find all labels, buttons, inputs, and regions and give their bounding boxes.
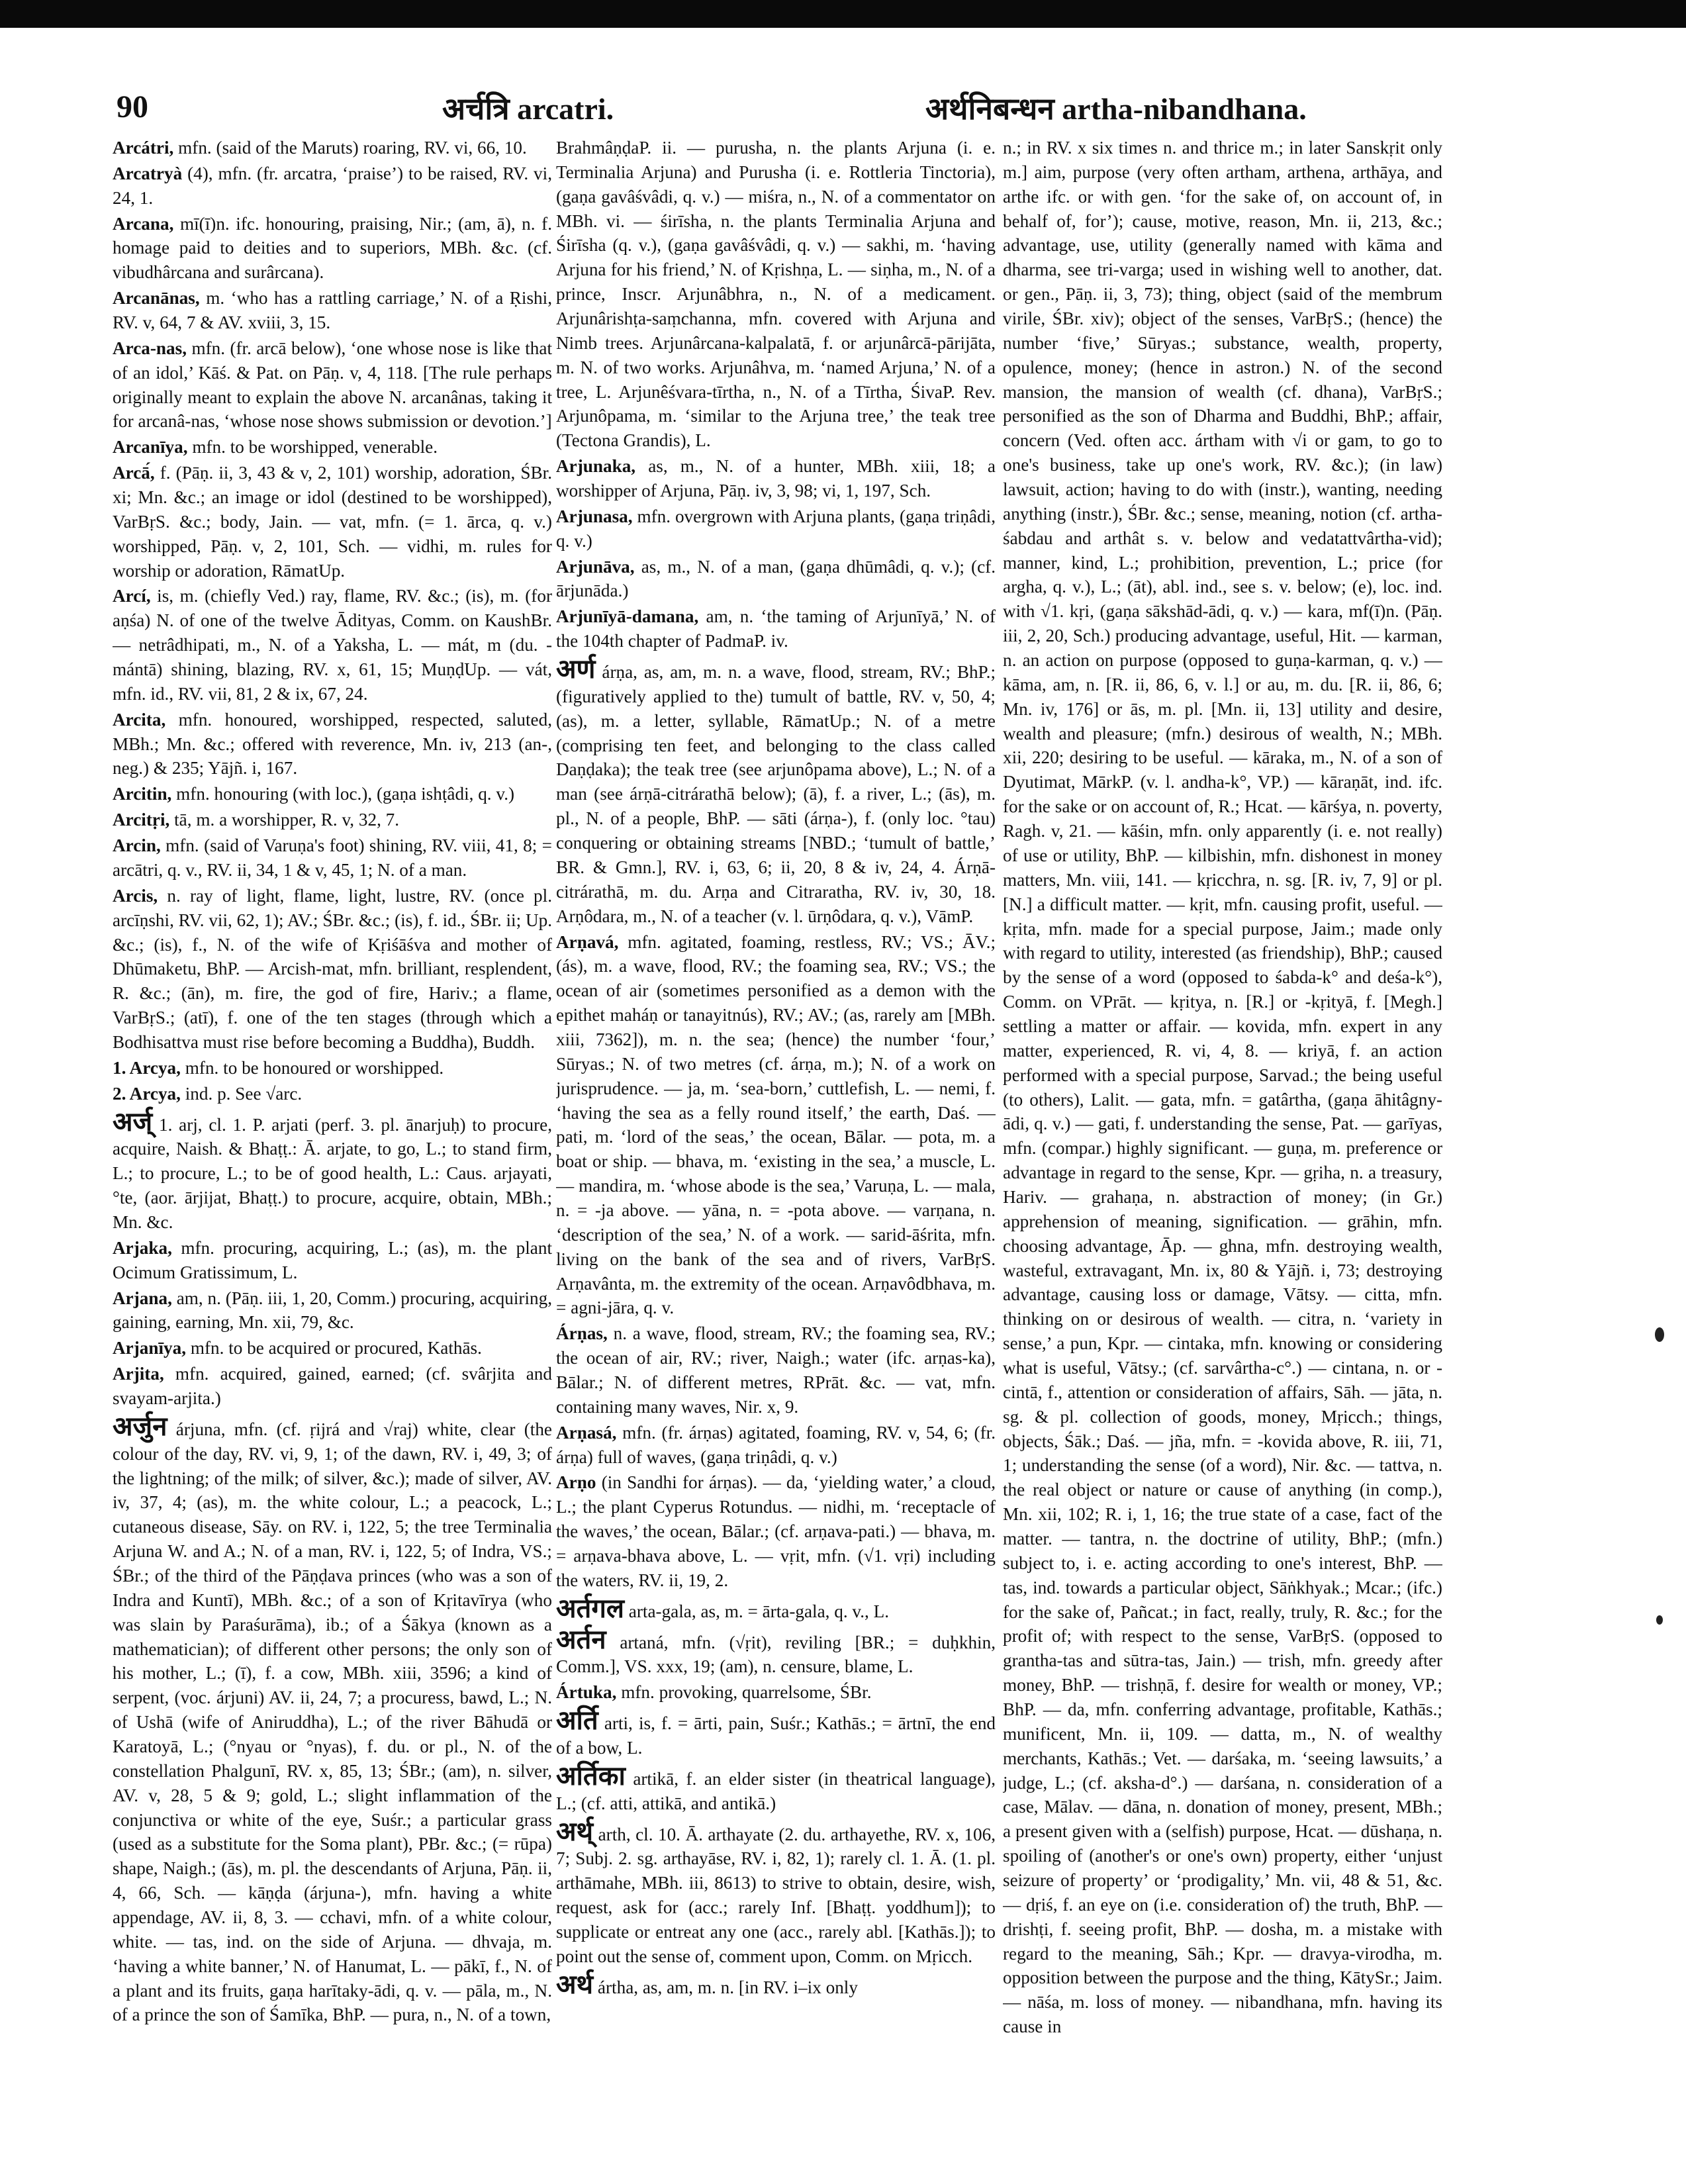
dictionary-entry — [556, 1421, 996, 1470]
running-head-right: अर्थनिबन्धन artha-nibandhana. — [925, 92, 1307, 126]
entry-headword: Arcí, — [113, 586, 151, 606]
dictionary-entry — [113, 1082, 552, 1106]
entry-headword: अर्तगल — [556, 1593, 624, 1623]
dictionary-entry — [113, 1412, 552, 2027]
entry-text: mfn. overgrown with Arjuna plants, (gaṇa triṇâdi, q. v.) — [556, 506, 996, 551]
entry-text: n. ray of light, flame, light, lustre, RV. (once pl. arcīṇshi, RV. vii, 62, 1); AV.; ŚBr. &c.; (is), f. id., ŚBr. ii; Up. &c.; (is), f., N. of the wife of Kṛiśāśva and mother of Dhūmaketu, BhP. — Arcish-mat, mfn. brilliant, resplendent, R. &c.; (ān), m. fire, the god of fire, Hariv.; a flame, VarBṛS.; (atī), f. one of the ten stages (through which a Bodhisattva must rise before becoming a Buddha), Buddh. — [113, 885, 552, 1052]
dictionary-entry — [556, 504, 996, 553]
dictionary-entry — [113, 212, 552, 285]
dictionary-entry — [556, 1321, 996, 1419]
column-1 — [113, 136, 552, 2148]
entry-text: artaná, mfn. (√ṛit), reviling [BR.; = duḥkhin, Comm.], VS. xxx, 19; (am), n. censure, blame, L. — [556, 1632, 996, 1677]
entry-headword: Arcin, — [113, 835, 161, 856]
entry-text: m. ‘who has a rattling carriage,’ N. of a Ṛishi, RV. v, 64, 7 & AV. xviii, 3, 15. — [113, 288, 552, 333]
entry-text: mfn. honoured, worshipped, respected, saluted, MBh.; Mn. &c.; offered with reverence, Mn. iv, 213 (an-, neg.) & 235; Yājñ. i, 167. — [113, 709, 552, 779]
entry-text: tā, m. a worshipper, R. v, 32, 7. — [174, 810, 400, 830]
entry-headword: Ártuka, — [556, 1682, 617, 1703]
entry-text: mfn. to be honoured or worshipped. — [185, 1057, 444, 1078]
dictionary-entry — [113, 136, 552, 160]
dictionary-entry — [113, 1286, 552, 1335]
entry-text: mfn. to be worshipped, venerable. — [192, 437, 438, 457]
dictionary-entry — [556, 1594, 996, 1624]
entry-headword: Arjunāva, — [556, 556, 635, 577]
scan-mark — [1656, 1615, 1663, 1625]
dictionary-entry — [556, 454, 996, 503]
dictionary-entry — [556, 604, 996, 653]
entry-text: artikā, f. an elder sister (in theatrical language), L.; (cf. atti, attikā, and antikā.) — [556, 1768, 996, 1813]
entry-text: arta-gala, as, m. = ārta-gala, q. v., L. — [628, 1601, 890, 1621]
entry-headword: अर्थ — [556, 1969, 594, 1999]
entry-headword: Arṇavá, — [556, 931, 619, 952]
entry-text: as, m., N. of a hunter, MBh. xiii, 18; a worshipper of Arjuna, Pāṇ. iv, 3, 98; vi, 1, 197, Sch. — [556, 456, 996, 501]
dictionary-entry — [556, 1680, 996, 1705]
dictionary-entry — [113, 1336, 552, 1360]
entry-headword: Árṇas, — [556, 1323, 608, 1344]
dictionary-entry — [113, 286, 552, 335]
entry-headword: अर्थ् — [556, 1816, 594, 1846]
entry-text: mfn. to be acquired or procured, Kathās. — [190, 1338, 482, 1358]
dictionary-entry — [113, 584, 552, 706]
entry-text: mfn. (fr. árṇas) agitated, foaming, RV. v, 54, 6; (fr. árṇa) full of waves, (gaṇa triṇâdi, q. v.) — [556, 1422, 996, 1467]
entry-headword: अर्जुन — [113, 1411, 167, 1441]
entry-headword: Arjana, — [113, 1288, 172, 1308]
entry-text: mfn. provoking, quarrelsome, ŚBr. — [621, 1682, 872, 1703]
entry-headword: Arcā́, — [113, 463, 155, 483]
dictionary-entry — [113, 435, 552, 459]
entry-headword: अर्तन — [556, 1624, 606, 1654]
dictionary-entry — [113, 461, 552, 583]
entry-headword: Arcátri, — [113, 138, 174, 158]
dictionary-entry — [113, 708, 552, 781]
dictionary-entry — [556, 555, 996, 604]
dictionary-entry — [113, 336, 552, 434]
entry-headword: Arcatryà — [113, 163, 183, 183]
entry-headword: Arjunaka, — [556, 456, 636, 477]
entry-headword: अर्ज् — [113, 1106, 153, 1137]
entry-text: 1. arj, cl. 1. P. arjati (perf. 3. pl. ānarjuḥ) to procure, acquire, Naish. & Bhaṭṭ.: Ā. arjate, to go, L.; to stand firm, L.; to procure, L.; to be of good health, L.: Caus. arjayati, °te, (aor. ārjijat, Bhaṭṭ.) to procure, acquire, obtain, MBh.; Mn. &c. — [113, 1114, 552, 1232]
scan-mark — [1655, 1327, 1664, 1342]
column-3 — [1003, 136, 1442, 2148]
entry-text: arth, cl. 10. Ā. arthayate (2. du. arthayethe, RV. x, 106, 7; Subj. 2. sg. arthayāse, RV. i, 82, 1); rarely cl. 1. Ā. (1. pl. arthāmahe, MBh. iii, 8613) to strive to obtain, desire, wish, request, ask for (acc.; rarely Inf. [Bhaṭṭ. yoddhum]); to supplicate or entreat any one (acc., rarely abl. [Kathās.]); to point out the sense of, comment upon, Comm. on Mṛicch. — [556, 1824, 996, 1966]
dictionary-entry — [113, 1236, 552, 1285]
entry-headword: Arcanānas, — [113, 288, 200, 309]
dictionary-entry — [1003, 136, 1442, 2039]
entry-headword: Arcitṛi, — [113, 810, 170, 830]
entry-text: is, m. (chiefly Ved.) ray, flame, RV. &c.; (is), m. (for aṇśa) N. of one of the twelve Ādityas, Comm. on KaushBr. — netrâdhipati, m., N. of a Yaksha, L. — mát, m (du. -mántā) shining, blazing, RV. x, 61, 15; MuṇḍUp. — vát, mfn. id., RV. vii, 81, 2 & ix, 67, 24. — [113, 586, 552, 704]
dictionary-entry — [556, 136, 996, 453]
entry-headword: अर्तिका — [556, 1760, 626, 1791]
entry-headword: Arjita, — [113, 1364, 164, 1384]
entry-text: mfn. acquired, gained, earned; (cf. svârjita and svayam-arjita.) — [113, 1364, 552, 1408]
dictionary-entry — [556, 930, 996, 1321]
entry-headword: Arjaka, — [113, 1237, 172, 1258]
dictionary-entry — [113, 884, 552, 1055]
entry-headword: Arjunasa, — [556, 506, 633, 526]
entry-text: arti, is, f. = ārti, pain, Suśr.; Kathās.; = ārtnī, the end of a bow, L. — [556, 1713, 996, 1758]
entry-headword: Arcis, — [113, 885, 158, 906]
entry-headword: Arjunīyā-damana, — [556, 606, 699, 627]
entry-headword: Arca-nas, — [113, 338, 187, 358]
entry-headword: 1. Arcya, — [113, 1057, 181, 1078]
entry-headword: अर्ति — [556, 1705, 598, 1736]
entry-headword: 2. Arcya, — [113, 1083, 181, 1104]
dictionary-entry — [556, 1470, 996, 1592]
entry-text: am, n. (Pāṇ. iii, 1, 20, Comm.) procuring, acquiring, gaining, earning, Mn. xii, 79, &c. — [113, 1288, 552, 1333]
dictionary-entry — [556, 1762, 996, 1816]
dictionary-entry — [556, 1706, 996, 1760]
dictionary-entry — [113, 1056, 552, 1080]
entry-headword: Arcana, — [113, 213, 174, 234]
entry-headword: Arjanīya, — [113, 1338, 187, 1358]
entry-text: as, m., N. of a man, (gaṇa dhūmâdi, q. v.); (cf. ārjunāda.) — [556, 556, 996, 601]
entry-headword: Arṇasá, — [556, 1422, 617, 1443]
page-header — [111, 85, 1574, 138]
top-scan-border — [0, 0, 1686, 28]
entry-text: BrahmâṇḍaP. ii. — purusha, n. the plants Arjuna (i. e. Terminalia Arjuna) and Purusha (i. e. Rottleria Tinctoria), (gaṇa gavâśvâdi, q. v.) — miśra, n., N. of a commentator on MBh. vi. — śirīsha, n. the plants Terminalia Arjuna and Śirīsha (q. v.), (gaṇa gavâśvâdi, q. v.) — sakhi, m. ‘having Arjuna for his friend,’ N. of Kṛishṇa, L. — siṇha, m., N. of a prince, Inscr. Arjunâbhra, n., N. of a medicament. Arjunârishṭa-saṃchanna, mfn. covered with Arjuna and Nimb trees. Arjunârcana-kalpalatā, f. or arjunârcā-pārijāta, m. N. of two works. Arjunâhva, m. ‘named Arjuna,’ N. of a tree, L. Arjunêśvara-tīrtha, n., N. of a Tīrtha, ŚivaP. Rev. Arjunôpama, m. ‘similar to the Arjuna tree,’ the teak tree (Tectona Grandis), L. — [556, 138, 996, 451]
dictionary-entry — [556, 1625, 996, 1680]
page-number: 90 — [117, 89, 148, 124]
entry-text: mfn. agitated, foaming, restless, RV.; VS.; ĀV.; (ás), m. a wave, flood, RV.; the foaming sea, RV.; VS.; the ocean of air (sometimes personified as a demon with the epithet maháṇ or tanayitnús), RV.; AV.; (as, rarely am [MBh. xiii, 7362]), m. n. the sea; (hence) the number ‘four,’ Sūryas.; N. of two metres (cf. árṇa, m.); N. of a work on jurisprudence. — ja, m. ‘sea-born,’ cuttlefish, L. — nemi, f. ‘having the sea as a felly round itself,’ the earth, Daś. — pati, m. ‘lord of the seas,’ the ocean, Bālar. — pota, m. a boat or ship. — bhava, m. ‘existing in the sea,’ a muscle, L. — mandira, m. ‘whose abode is the sea,’ Varuṇa, L. — mala, n. = -ja above. — yāna, n. = -pota above. — varṇana, n. ‘description of the sea,’ N. of a work. — sarid-āśrita, mfn. living on the bank of the sea and of rivers, VarBṛS. Arṇavânta, m. the extremity of the ocean. Arṇavôdbhava, m. = agni-jāra, q. v. — [556, 931, 996, 1318]
entry-text: n.; in RV. x six times n. and thrice m.; in later Sanskṛit only m.] aim, purpose (very often artham, arthena, arthāya, and arthe ifc. or with gen. ‘for the sake of, on account of, in behalf of, for’); cause, motive, reason, Mn. ii, 213, &c.; advantage, use, utility (generally named with kāma and dharma, see tri-varga; used in wishing well to another, dat. or gen., Pāṇ. ii, 3, 73); thing, object (said of the membrum virile, ŚBr. xiv); object of the senses, VarBṛS.; (hence) the number ‘five,’ Sūryas.; substance, wealth, property, opulence, money; (hence in astron.) N. of the second mansion, the mansion of wealth (cf. dhana), VarBṛS.; personified as the son of Dharma and Buddhi, BhP.; affair, concern (Ved. often acc. ártham with √i or gam, to go to one's business, take up one's work, RV. &c.); (in law) lawsuit, action; having to do with (instr.), wanting, needing anything (instr.), ŚBr. &c.; sense, meaning, notion (cf. artha-śabdau and arthât s. v. below and vedatattvârtha-vid); manner, kind, L.; prohibition, prevention, L.; price (for argha, q. v.), L.; (āt), abl. ind., see s. v. below; (e), loc. ind. with √1. kṛi, (gaṇa sākshād-ādi, q. v.) — kara, mf(ī)n. (Pāṇ. iii, 2, 20, Sch.) producing advantage, useful, Hit. — karman, n. an action on purpose (opposed to guṇa-karman, q. v.) — kāma, am, n. [R. ii, 86, 6, v. l.] or au, m. du. [R. ii, 86, 6; Mn. iv, 176] or ās, m. pl. [Mn. ii, 13] utility and desire, wealth and pleasure; (mfn.) desirous of wealth, N.; MBh. xii, 220; desiring to be useful. — kāraka, m., N. of a son of Dyutimat, MārkP. (v. l. andha-k°, VP.) — kāraṇāt, ind. ifc. for the sake or on account of, R.; Hcat. — kārśya, n. poverty, Ragh. v, 21. — kāśin, mfn. only apparently (i. e. not really) of use or utility, BhP. — kilbishin, mfn. dishonest in money matters, Mn. viii, 141. — kṛicchra, n. sg. [R. iv, 7, 9] or pl. [N.] a difficult matter. — kṛit, mfn. causing profit, useful. — kṛita, mfn. made for a special purpose, Jaim.; made only with regard to utility, interested (as friendship), BhP.; caused by the sense of a word (opposed to śabda-k° and deśa-k°), Comm. on VPrāt. — kṛitya, n. [R.] or -kṛityā, f. [Megh.] settling a matter or affair. — kovida, mfn. expert in any matter, experienced, R. vi, 4, 8. — kriyā, f. an action performed with a special purpose, Sarvad.; the being useful (to others), Lalit. — gata, mfn. = gatârtha, (gaṇa āhitâgny-ādi, q. v.) — gati, f. understanding the sense, Pat. — garīyas, mfn. (compar.) highly significant. — guṇa, m. preference or advantage in regard to the sense, Kpr. — gṛiha, n. a treasury, Hariv. — grahaṇa, n. abstraction of money; (in Gr.) apprehension of meaning, signification. — grāhin, mfn. choosing advantage, Āp. — ghna, mfn. destroying wealth, wasteful, extravagant, Mn. ix, 80 & Yājñ. i, 73; destroying advantage, causing loss or damage, Vātsy. — citta, mfn. thinking on or desirous of wealth. — citra, n. ‘variety in sense,’ a pun, Kpr. — cintaka, mfn. knowing or considering what is useful, Vātsy.; (cf. sarvârtha-c°.) — cintana, n. or -cintā, f., attention or consideration of affairs, Sāh. — jāta, n. sg. & pl. collection of goods, money, Mṛicch.; things, objects, Śāk.; Daś. — jña, mfn. = -kovida above, R. iii, 71, 1; understanding the sense (of a word), Nir. &c. — tattva, n. the real object or nature or cause of anything (in comp.), Mn. xii, 102; R. i, 1, 16; the true state of a case, fact of the matter. — tantra, n. the doctrine of utility, BhP.; (mfn.) subject to, i. e. acting according to one's interest, BhP. — tas, ind. towards a particular object, Sāṅkhyak.; Mcar.; (ifc.) for the sake of, Pañcat.; in fact, really, truly, R. &c.; for the profit of; with respect to the sense, VarBṛS. (opposed to grantha-tas and sūtra-tas, Jain.) — trish, mfn. greedy after money, BhP. — trishṇā, f. desire for wealth or money, VP.; BhP. — da, mfn. conferring advantage, profitable, Kathās.; munificent, Mn. ii, 109. — datta, m., N. of wealthy merchants, Kathās.; Vet. — darśaka, m. ‘seeing lawsuits,’ a judge, L.; (cf. aksha-d°.) — darśana, n. consideration of a case, Mālav. — dāna, n. donation of money, present, MBh.; a present given with a (selfish) purpose, Hcat. — dūshaṇa, n. spoiling of (another's or one's own) property, either ‘unjust seizure of property’ or ‘prodigality,’ Mn. vii, 48 & 51, &c. — dṛiś, f. an eye on (i.e. consideration of) the truth, BhP. — drishṭi, f. seeing profit, BhP. — dosha, m. a mistake with regard to the meaning, Sāh.; Kpr. — dravya-virodha, m. opposition between the purpose and the thing, KātySr.; Jaim. — nāśa, m. loss of money. — nibandhana, mfn. having its cause in — [1003, 138, 1442, 2037]
entry-headword: Arcitin, — [113, 784, 172, 804]
column-2 — [556, 136, 996, 2148]
dictionary-entry — [113, 1108, 552, 1235]
entry-text: n. a wave, flood, stream, RV.; the foaming sea, RV.; the ocean of air, RV.; river, Naigh.; water (ifc. arṇas-ka), Bālar.; N. of different metres, RPrāt. &c. — vat, mfn. containing many waves, Nir. x, 9. — [556, 1323, 996, 1417]
entry-text: mfn. (said of Varuṇa's foot) shining, RV. viii, 41, 8; = arcātri, q. v., RV. ii, 34, 1 & v, 45, 1; N. of a man. — [113, 835, 552, 880]
entry-text: árṇa, as, am, m. n. a wave, flood, stream, RV.; BhP.; (figuratively applied to the) tumult of battle, RV. v, 50, 4; (as), m. a letter, syllable, RāmatUp.; N. of a metre (comprising ten feet, and belonging to the class called Daṇḍaka); the teak tree (see arjunôpama above), L.; N. of a man (see árṇā-citrárathā below); (ā), f. a river, L.; (ās), m. pl., N. of a people, BhP. — sāti (árṇa-), f. (only loc. °tau) conquering or obtaining streams [NBD.; ‘tumult of battle,’ BR. & Gmn.], RV. i, 63, 6; ii, 20, 8 & iv, 24, 4. Árṇā-citrárathā, m. du. Arṇa and Citraratha, RV. iv, 30, 18. Arṇôdara, m., N. of a teacher (v. l. ūrṇôdara, q. v.), VāmP. — [556, 662, 996, 926]
dictionary-entry — [556, 655, 996, 928]
entry-headword: अर्ण — [556, 654, 596, 685]
entry-text: mfn. (said of the Maruts) roaring, RV. vi, 66, 10. — [178, 138, 527, 158]
dictionary-entry — [556, 1817, 996, 1969]
dictionary-entry — [113, 162, 552, 211]
entry-text: mfn. honouring (with loc.), (gaṇa ishṭâdi, q. v.) — [176, 784, 515, 804]
dictionary-entry — [556, 1970, 996, 2000]
entry-text: ártha, as, am, m. n. [in RV. i–ix only — [597, 1977, 858, 1997]
entry-headword: Arṇo — [556, 1472, 596, 1493]
entry-text: mfn. (fr. arcā below), ‘one whose nose is like that of an idol,’ Kāś. & Pat. on Pāṇ. v, 4, 118. [The rule perhaps originally meant to explain the above N. arcanânas, taking it for arcanâ-nas, ‘whose nose shows submission or devotion.’] — [113, 338, 552, 432]
entry-text: am, n. ‘the taming of Arjunīyā,’ N. of the 104th chapter of PadmaP. iv. — [556, 606, 996, 651]
entry-text: (in Sandhi for árṇas). — da, ‘yielding water,’ a cloud, L.; the plant Cyperus Rotundus. — nidhi, m. ‘receptacle of the waves,’ the ocean, Bālar.; (cf. arṇava-pati.) — bhava, m. = arṇava-bhava above, L. — vṛit, mfn. (√1. vṛi) including the waters, RV. ii, 19, 2. — [556, 1472, 996, 1590]
entry-headword: Arcita, — [113, 709, 166, 730]
dictionary-entry — [113, 1362, 552, 1411]
entry-text: (4), mfn. (fr. arcatra, ‘praise’) to be raised, RV. vi, 24, 1. — [113, 163, 552, 208]
running-head-left: अर्चत्रि arcatri. — [442, 92, 614, 126]
dictionary-entry — [113, 782, 552, 806]
dictionary-entry — [113, 808, 552, 832]
entry-text: f. (Pāṇ. ii, 3, 43 & v, 2, 101) worship, adoration, ŚBr. xi; Mn. &c.; an image or idol (destined to be worshipped), VarBṛS. &c.; body, Jain. — vat, mfn. (= 1. ārca, q. v.) worshipped, Pāṇ. v, 2, 101, Sch. — vidhi, m. rules for worship or adoration, RāmatUp. — [113, 463, 552, 581]
entry-text: ind. p. See √arc. — [185, 1083, 303, 1104]
dictionary-entry — [113, 833, 552, 882]
entry-text: mī(ī)n. ifc. honouring, praising, Nir.; (am, ā), n. f. homage paid to deities and to superiors, MBh. &c. (cf. vibudhârcana and surârcana). — [113, 213, 552, 283]
entry-headword: Arcanīya, — [113, 437, 188, 457]
entry-text: mfn. procuring, acquiring, L.; (as), m. the plant Ocimum Gratissimum, L. — [113, 1237, 552, 1282]
entry-text: árjuna, mfn. (cf. ṛijrá and √raj) white, clear (the colour of the day, RV. vi, 9, 1; of the dawn, RV. i, 49, 3; of the lightning; of the milk; of silver, &c.); made of silver, AV. iv, 37, 4; (as), m. the white colour, L.; a peacock, L.; cutaneous disease, Sāy. on RV. i, 122, 5; the tree Terminalia Arjuna W. and A.; N. of a man, RV. i, 122, 5; of Indra, VS.; ŚBr.; of the third of the Pāṇḍava princes (who was a son of Indra and Kuntī), MBh. &c.; of a son of Kṛitavīrya (who was slain by Paraśurāma), ib.; of a Śākya (known as a mathematician); of different other persons; the only son of his mother, L.; (ī), f. a cow, MBh. xiii, 3596; a kind of serpent, (voc. árjuni) AV. ii, 24, 7; a procuress, bawd, L.; N. of Ushā (wife of Aniruddha), L.; of the river Bāhudā or Karatoyā, L.; (°nyau or °nyas), f. du. or pl., N. of the constellation Phalgunī, RV. x, 85, 13; ŚBr.; (am), n. silver, AV. v, 28, 5 & 9; gold, L.; slight inflammation of the conjunctiva or white of the eye, Suśr.; a particular grass (used as a substitute for the Soma plant), PBr. &c.; (= rūpa) shape, Naigh.; (ās), m. pl. the descendants of Arjuna, Pāṇ. ii, 4, 66, Sch. — kāṇḍa (árjuna-), mfn. having a white appendage, AV. ii, 8, 3. — cchavi, mfn. of a white colour, white. — tas, ind. on the side of Arjuna. — dhvaja, m. ‘having a white banner,’ N. of Hanumat, L. — pākī, f., N. of a plant and its fruits, gaṇa harītaky-ādi, q. v. — pāla, m., N. of a prince the son of Śamīka, BhP. — pura, n., N. of a town, — [113, 1419, 552, 2025]
